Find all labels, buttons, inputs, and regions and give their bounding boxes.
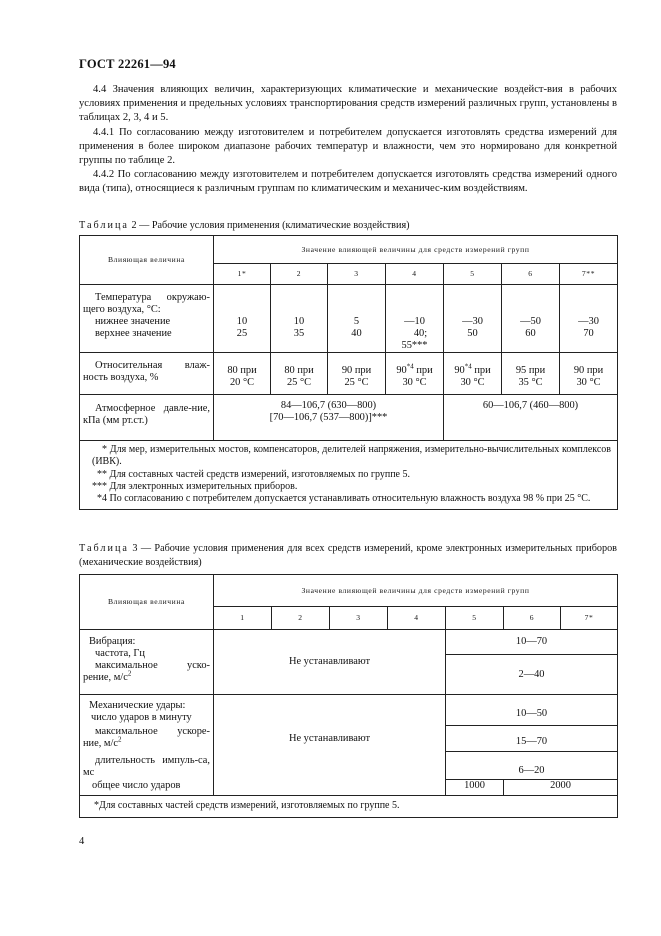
table3-shocks-duration-value: 6—20 (446, 752, 618, 780)
table2-temp-g3 (328, 285, 386, 353)
table3-shocks-accel-value: 15—70 (446, 726, 618, 752)
table2-hum-g1-b: 20 °С (229, 377, 255, 388)
table3-vibration-not-set: Не устанавливают (214, 630, 446, 695)
table2-group-7: 7** (560, 264, 618, 285)
document-header: ГОСТ 22261—94 (79, 57, 176, 71)
table2-group-6: 6 (502, 264, 560, 285)
table3-caption-label: Таблица (79, 543, 129, 554)
table-2 (79, 235, 618, 510)
paragraph-4-4-2: 4.4.2 По согласованию между изготовителем и потребителем допускается изготовлять средства измерений одного вида (типа), относящиеся к различным группам по климатическим и механичес-ким воздействиям. (79, 169, 617, 195)
table2-hum-g5-suffix: при (471, 365, 491, 376)
table2-hum-g7 (560, 353, 618, 395)
table3-shocks-not-set: Не устанавливают (214, 695, 446, 796)
table3-shocks-rate-value: 10—50 (446, 695, 618, 726)
table3-shocks-accel-sup: 2 (118, 735, 122, 744)
table2-temp-g4-extra: 55*** (401, 340, 428, 351)
table2-temp-title: Температура окружаю-щего воздуха, °С: (83, 292, 210, 315)
table2-hum-g4-suffix: при (413, 365, 433, 376)
table2-temp-g2 (271, 285, 328, 353)
table2-pressure-label (80, 395, 214, 441)
table2-pressure-left-2: [70—106,7 (537—800)]*** (269, 412, 388, 423)
table3-shocks-rate-label: число ударов в минуту (91, 712, 192, 723)
table2-hum-g5 (444, 353, 502, 395)
table2-hum-g4-value: 90 (396, 365, 407, 376)
table3-vibration-freq-value: 10—70 (446, 630, 618, 655)
table3-vibration-title: Вибрация: (89, 636, 136, 647)
table2-hum-g7-b: 30 °С (576, 377, 601, 388)
table2-temp-g6-high: 60 (525, 328, 536, 339)
table2-hum-g2-b: 25 °С (286, 377, 312, 388)
table3-shocks-duration-text: длительность импуль-са, мс (83, 754, 210, 778)
table2-pressure-left-1: 84—106,7 (630—800) (280, 400, 377, 411)
table2-temp-g4-high: 40; (413, 328, 428, 339)
table2-humidity-label (80, 353, 214, 395)
paragraph-4-4-1: 4.4.1 По согласованию между изготовителем и потребителем допускается изготовлять средства измерений для применения в более широком диапазоне рабочих температур и влажности, чем это нормировано для конкретной группы по таблице 2. (79, 126, 617, 167)
table2-temp-g4 (386, 285, 444, 353)
table2-temp-high-label: верхнее значение (95, 328, 172, 339)
table2-hum-g5-sup: *4 (464, 362, 472, 371)
table2-pressure-right: 60—106,7 (460—800) (444, 395, 618, 441)
table2-hum-g4 (386, 353, 444, 395)
table2-hum-g4-a (389, 362, 440, 377)
table3-shocks-duration-label (80, 752, 214, 780)
table3-header-left: Влияющая величина (80, 575, 214, 630)
table2-temp-g5 (444, 285, 502, 353)
table2-hum-g1 (214, 353, 271, 395)
table3-group-7: 7* (561, 607, 618, 630)
table3-vibration-accel-label (83, 660, 210, 684)
table2-temp-g7 (560, 285, 618, 353)
table2-caption (79, 219, 617, 233)
table-3 (79, 574, 618, 818)
table3-caption (79, 542, 617, 569)
table2-temp-g3-high: 40 (351, 328, 362, 339)
table3-shocks-total-g5: 1000 (446, 780, 504, 796)
table3-shocks-title: Механические удары: (89, 700, 186, 711)
table2-hum-g5-b: 30 °С (460, 377, 485, 388)
table2-temp-g6 (502, 285, 560, 353)
table2-temp-label (80, 285, 214, 353)
table2-caption-text: 2 — Рабочие условия применения (климатические воздействия) (128, 220, 410, 231)
table2-note-4: *4 По согласованию с потребителем допускается устанавливать относительную влажность воздуха 98 % при 25 °С. (97, 493, 591, 505)
paragraph-4-4: 4.4 Значения влияющих величин, характеризующих климатические и механические воздейст-вия в рабочих условиях применения и предельных условиях транспортирования средств измерений различных групп, установлены в таблицах 2, 3, 4 и 5. (79, 84, 617, 124)
table3-caption-text: 3 — Рабочие условия применения для всех средств измерений, кроме электронных измерительных приборов (механические воздействия) (79, 543, 617, 568)
table3-shocks-label (80, 695, 214, 726)
table2-temp-g7-high: 70 (583, 328, 594, 339)
table2-notes (80, 441, 618, 510)
table2-hum-g5-value: 90 (454, 365, 465, 376)
table2-temp-g2-low: 10 (293, 316, 305, 327)
table3-shocks-accel-text: максимальное ускоре-ние, м/с (83, 725, 210, 749)
table2-group-3: 3 (328, 264, 386, 285)
table2-hum-g1-a: 80 при (227, 365, 257, 376)
table2-group-4: 4 (386, 264, 444, 285)
table3-group-2: 2 (272, 607, 330, 630)
table2-temp-g4-low: —10 (404, 316, 425, 327)
table2-note-3: *** Для электронных измерительных приборов. (92, 480, 298, 492)
table2-hum-g4-sup: *4 (406, 362, 414, 371)
table2-temp-g1 (214, 285, 271, 353)
table2-humidity-title: Относительная влаж-ность воздуха, % (83, 360, 210, 383)
table2-header-left: Влияющая величина (80, 236, 214, 285)
table2-caption-label: Таблица (79, 220, 129, 231)
table2-temp-g2-high: 35 (293, 328, 305, 339)
page-number: 4 (79, 836, 85, 847)
table2-hum-g6 (502, 353, 560, 395)
table2-hum-g7-a: 90 при (573, 365, 604, 376)
table2-group-1: 1* (214, 264, 271, 285)
table2-note-1: * Для мер, измерительных мостов, компенсаторов, делителей напряжения, измерительно-вычислительных комплексов (ИВК). (92, 444, 612, 468)
table2-hum-g4-b: 30 °С (402, 377, 427, 388)
table3-header-group: Значение влияющей величины для средств измерений групп (214, 575, 618, 607)
table3-group-1: 1 (214, 607, 272, 630)
table2-pressure-left (214, 395, 444, 441)
table2-hum-g3 (328, 353, 386, 395)
table2-temp-g5-high: 50 (467, 328, 478, 339)
table2-header-group: Значение влияющей величины для средств измерений групп (214, 236, 618, 264)
table2-temp-g5-low: —30 (462, 316, 483, 327)
table3-group-6: 6 (504, 607, 561, 630)
table2-pressure-title: Атмосферное давле-ние, кПа (мм рт.ст.) (83, 403, 210, 426)
table2-hum-g2-a: 80 при (284, 365, 314, 376)
table3-vibration-accel-text: максимальное уско-рение, м/с (83, 660, 210, 683)
table2-temp-g7-low: —30 (578, 316, 599, 327)
table3-group-5: 5 (446, 607, 504, 630)
table2-temp-low-label: нижнее значение (95, 316, 171, 327)
table2-hum-g2 (271, 353, 328, 395)
table2-group-5: 5 (444, 264, 502, 285)
table2-hum-g5-a (447, 362, 498, 377)
table2-temp-g3-low: 5 (353, 316, 360, 327)
body-text (79, 83, 617, 197)
table2-temp-g6-low: —50 (520, 316, 541, 327)
table3-group-4: 4 (388, 607, 446, 630)
table3-vibration-accel-value: 2—40 (446, 655, 618, 695)
table3-shocks-accel-label (80, 726, 214, 752)
table3-shocks-total-g67: 2000 (504, 780, 618, 796)
table3-vibration-accel-sup: 2 (127, 669, 132, 678)
table3-shocks-total-label: общее число ударов (80, 780, 214, 796)
table2-hum-g6-b: 35 °С (518, 377, 543, 388)
table2-note-2: ** Для составных частей средств измерений, изготовляемых по группе 5. (97, 468, 410, 480)
table3-note: *Для составных частей средств измерений, изготовляемых по группе 5. (80, 796, 618, 818)
table2-temp-g1-low: 10 (236, 316, 248, 327)
table2-hum-g3-a: 90 при (341, 365, 372, 376)
table2-group-2: 2 (271, 264, 328, 285)
table3-vibration-label (80, 630, 214, 695)
table2-hum-g6-a: 95 при (515, 365, 546, 376)
table2-hum-g3-b: 25 °С (344, 377, 369, 388)
table2-temp-g1-high: 25 (236, 328, 248, 339)
table3-group-3: 3 (330, 607, 388, 630)
table3-vibration-freq-label: частота, Гц (95, 648, 145, 659)
